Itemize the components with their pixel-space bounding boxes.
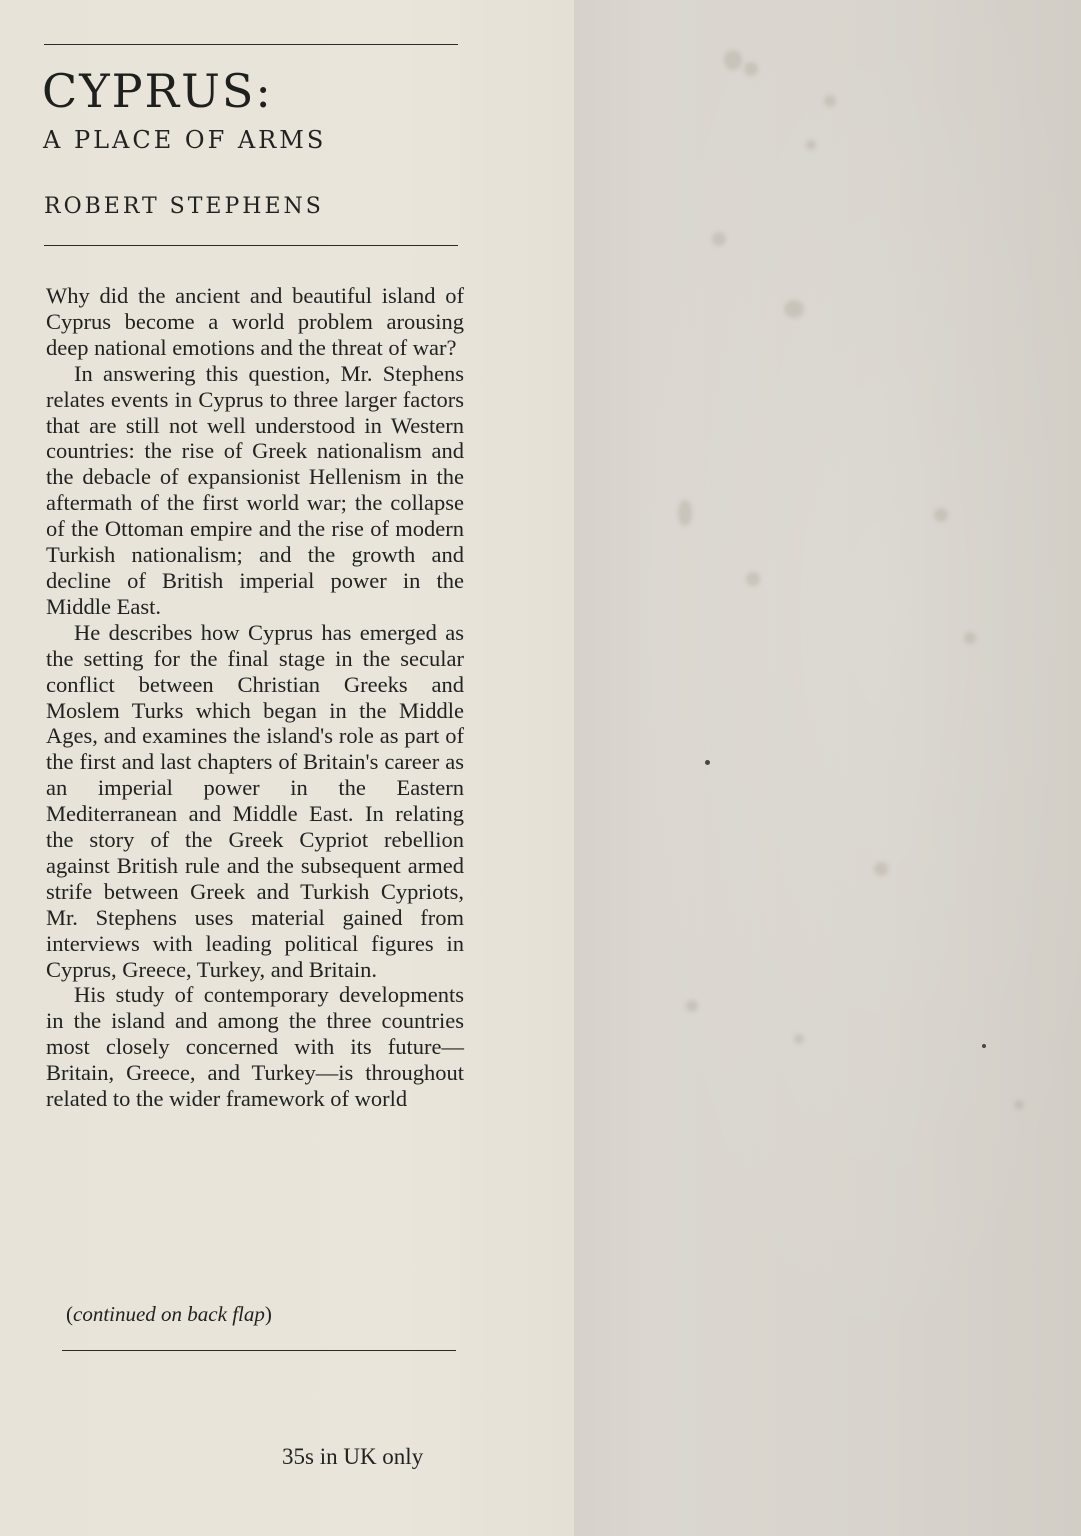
author-name: ROBERT STEPHENS — [44, 194, 324, 219]
stain — [712, 232, 726, 246]
stain — [686, 1000, 698, 1012]
stain — [964, 632, 976, 644]
speck — [705, 760, 710, 765]
continued-close-paren: ) — [264, 1302, 272, 1326]
stain — [784, 300, 804, 318]
blurb-paragraph-3: He describes how Cyprus has emerged as the setting for the final stage in the secular conflict between Christian Greeks and Moslem Turks which began in the Middle Ages, and examines the island's role as part of the first and last chapters of Britain's career as an imperial power in the Eastern Mediterranean and Middle East. In relating the story of the Greek Cypriot rebellion against British rule and the subsequent armed strife between Greek and Turkish Cypriots, Mr. Stephens uses material gained from interviews with leading political figures in Cyprus, Greece, Turkey, and Britain. — [46, 619, 464, 982]
stain — [824, 95, 836, 107]
continued-text: continued on back flap — [73, 1302, 265, 1326]
stain — [874, 862, 888, 876]
book-subtitle: A PLACE OF ARMS — [43, 126, 327, 154]
price-label: 35s in UK only — [282, 1444, 424, 1469]
stain — [934, 508, 948, 522]
blurb-text — [46, 283, 464, 1112]
stain — [746, 572, 760, 586]
stain — [794, 1034, 804, 1044]
book-title: CYPRUS: — [42, 64, 273, 118]
blurb-paragraph-4: His study of contemporary developments in the island and among the three countries most closely concerned with its future—Britain, Greece, and Turkey—is throughout related to the wider framework of world — [46, 982, 464, 1112]
jacket-board — [574, 0, 1081, 1536]
stain — [678, 500, 692, 526]
stain — [806, 140, 816, 150]
speck — [982, 1044, 986, 1048]
continued-note — [66, 1302, 272, 1327]
blurb-paragraph-2: In answering this question, Mr. Stephens relates events in Cyprus to three larger factors that are still not well understood in Western countries: the rise of Greek nationalism and the debacle of expansionist Hellenism in the aftermath of the first world war; the collapse of the Ottoman empire and the rise of modern Turkish nationalism; and the growth and decline of British imperial power in the Middle East. — [46, 360, 464, 619]
bottom-rule — [62, 1350, 456, 1351]
top-rule — [44, 44, 458, 45]
stain — [724, 50, 742, 70]
blurb-paragraph-1: Why did the ancient and beautiful island of Cyprus become a world problem arousing deep national emotions and the threat of war? — [46, 283, 464, 360]
header-rule — [44, 245, 458, 246]
stain — [744, 62, 758, 76]
stain — [1014, 1100, 1024, 1110]
continued-open-paren: ( — [66, 1302, 73, 1326]
